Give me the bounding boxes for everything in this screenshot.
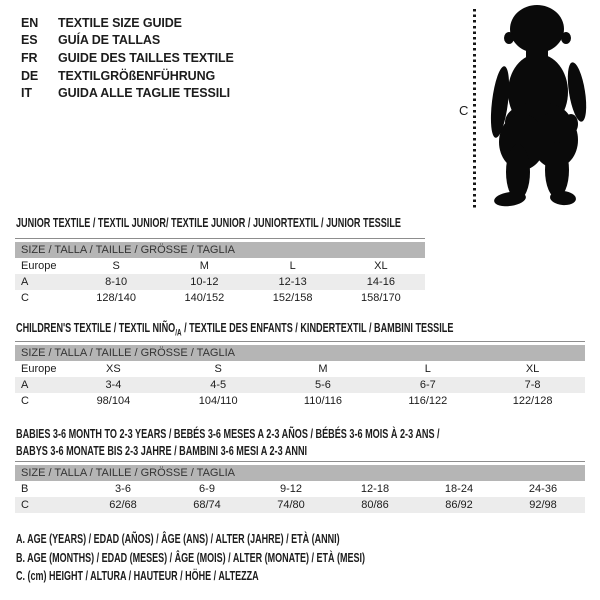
size-cell: XL (525, 363, 540, 375)
language-title: GUIDE DES TAILLES TEXTILE (58, 50, 234, 65)
height-cell: 158/170 (360, 292, 401, 304)
height-cell: 80/86 (361, 499, 389, 511)
size-cell: L (289, 260, 296, 272)
baby-height-figure (450, 2, 598, 212)
table-row-age (15, 377, 585, 393)
age-cell: 12-13 (278, 276, 307, 288)
footnote-b (16, 551, 501, 570)
junior-section-title (16, 216, 566, 230)
section-title-text (16, 321, 453, 340)
height-cell: 74/80 (277, 499, 305, 511)
language-row (21, 14, 234, 32)
table-top-rule (15, 341, 585, 342)
footnote-text: B. AGE (MONTHS) / EDAD (MESES) / ÂGE (MOIS) / ALTER (MONATE) / ETÀ (MESI) (16, 550, 365, 565)
age-cell: 3-6 (115, 483, 131, 495)
language-row (21, 84, 234, 102)
baby-silhouette-icon (480, 2, 598, 208)
age-cell: 7-8 (524, 379, 541, 391)
footnote-text: A. AGE (YEARS) / EDAD (AÑOS) / ÂGE (ANS) / ALTER (JAHRE) / ETÀ (ANNI) (16, 532, 340, 546)
junior-size-table (15, 238, 425, 306)
height-cell: 62/68 (109, 499, 137, 511)
language-code: DE (21, 68, 39, 83)
footnote-text: C. (cm) HEIGHT / ALTURA / HAUTEUR / HÖHE / ALTEZZA (16, 569, 259, 584)
size-cell: S (214, 363, 222, 375)
table-row-europe (15, 258, 425, 274)
children-size-table (15, 341, 585, 409)
title-part: CHILDREN'S TEXTILE / TEXTIL NIÑO (16, 320, 176, 335)
age-cell: 10-12 (190, 276, 219, 288)
language-title: GUÍA DE TALLAS (58, 33, 161, 48)
table-top-rule (15, 238, 425, 239)
height-cell: 110/116 (303, 395, 343, 407)
title-subscript: /A (175, 327, 182, 338)
table-row-age-months (15, 481, 585, 497)
age-cell: 18-24 (444, 483, 474, 495)
table-row-height (15, 290, 425, 306)
age-cell: 12-18 (360, 483, 390, 495)
footnote-a (16, 532, 501, 551)
row-label: A (21, 379, 29, 391)
title-part: / TEXTILE DES ENFANTS / KINDERTEXTIL / BAMBINI TESSILE (181, 320, 454, 335)
size-cell: L (424, 363, 431, 375)
row-label: B (21, 483, 29, 495)
height-cell: 86/92 (445, 499, 473, 511)
height-cell: 122/128 (512, 395, 553, 407)
size-cell: M (318, 363, 328, 375)
age-cell: 24-36 (528, 483, 558, 495)
language-title: GUIDA ALLE TAGLIE TESSILI (58, 86, 231, 101)
size-cell: XS (106, 363, 121, 375)
section-title-line1: BABIES 3-6 MONTH TO 2-3 YEARS / BEBÉS 3-6 MESES A 2-3 AÑOS / BÉBÉS 3-6 MOIS À 2-3 ANS / (16, 426, 440, 441)
height-cell: 116/122 (408, 395, 448, 407)
age-cell: 9-12 (279, 483, 303, 495)
table-row-age (15, 274, 425, 290)
footnote-legend (16, 532, 501, 588)
height-cell: 92/98 (529, 499, 557, 511)
language-row (21, 67, 234, 85)
language-row (21, 32, 234, 50)
babies-section-title (16, 427, 600, 461)
language-code: EN (21, 15, 39, 30)
height-cell: 152/158 (272, 292, 313, 304)
size-header-band: SIZE / TALLA / TAILLE / GRÖSSE / TAGLIA (15, 465, 585, 481)
size-cell: XL (374, 260, 388, 272)
height-cell: 128/140 (96, 292, 136, 304)
table-top-rule (15, 461, 585, 462)
row-label: A (21, 276, 29, 288)
height-cell: 68/74 (193, 499, 221, 511)
size-cell: M (199, 260, 209, 272)
age-cell: 3-4 (105, 379, 122, 391)
section-title-line2: BABYS 3-6 MONATE BIS 2-3 JAHRE / BAMBINI 3-6 MESI A 2-3 ANNI (16, 443, 308, 458)
row-label: C (21, 395, 29, 407)
age-cell: 6-7 (419, 379, 436, 391)
table-row-europe (15, 361, 585, 377)
size-cell: S (112, 260, 120, 272)
row-label: Europe (21, 363, 57, 375)
age-cell: 14-16 (366, 276, 395, 288)
babies-size-table (15, 461, 585, 513)
language-code: ES (21, 33, 38, 48)
row-label: Europe (21, 260, 57, 272)
row-label: C (21, 292, 29, 304)
children-section-title (16, 321, 600, 340)
language-title-list (21, 14, 234, 102)
age-cell: 4-5 (210, 379, 227, 391)
section-title-text: JUNIOR TEXTILE / TEXTIL JUNIOR/ TEXTILE JUNIOR / JUNIORTEXTIL / JUNIOR TESSILE (16, 215, 401, 230)
height-measure-label: C (459, 103, 469, 118)
height-cell: 98/104 (96, 395, 131, 407)
height-cell: 140/152 (184, 292, 225, 304)
language-title: TEXTILE SIZE GUIDE (58, 15, 182, 30)
height-cell: 104/110 (198, 395, 238, 407)
language-title: TEXTILGRÖßENFÜHRUNG (58, 68, 216, 83)
language-code: IT (21, 86, 32, 101)
language-row (21, 49, 234, 67)
age-cell: 8-10 (105, 276, 128, 288)
age-cell: 5-6 (315, 379, 331, 391)
row-label: C (21, 499, 29, 511)
size-header-band: SIZE / TALLA / TAILLE / GRÖSSE / TAGLIA (15, 242, 425, 258)
height-dotted-line (473, 9, 476, 208)
footnote-c (16, 569, 501, 588)
size-header-band: SIZE / TALLA / TAILLE / GRÖSSE / TAGLIA (15, 345, 585, 361)
table-row-height (15, 497, 585, 513)
table-row-height (15, 393, 585, 409)
language-code: FR (21, 50, 38, 65)
age-cell: 6-9 (199, 483, 215, 495)
